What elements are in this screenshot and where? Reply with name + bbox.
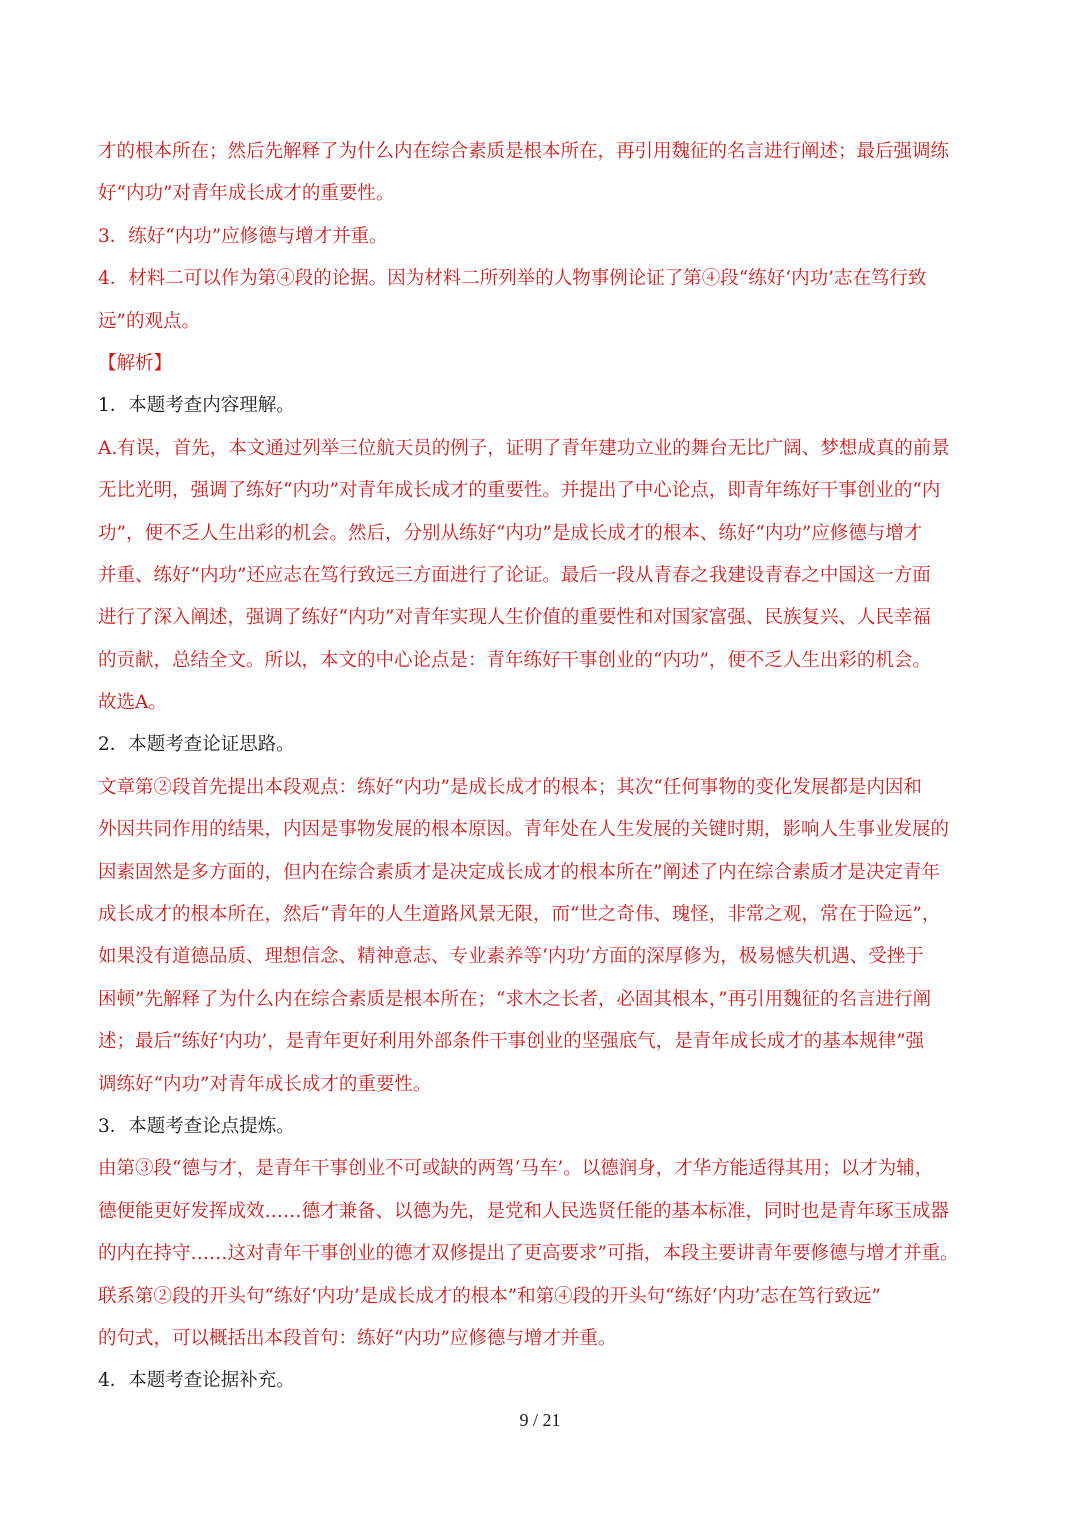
text-line: 成长成才的根本所在，然后“青年的人生道路风景无限，而“世之奇伟、瑰怪，非常之观，常在于险远”， xyxy=(98,904,941,926)
text-line: 文章第②段首先提出本段观点：练好“内功”是成长成才的根本；其次“任何事物的变化发展都是内因和 xyxy=(98,776,922,798)
page-number: 9 / 21 xyxy=(519,1410,561,1430)
text-line: 【解析】 xyxy=(98,352,173,374)
text-line: 1．本题考查内容理解。 xyxy=(98,395,295,417)
text-line: 述；最后“练好‘内功’，是青年更好利用外部条件干事创业的坚强底气，是青年成长成才的基本规律”强 xyxy=(98,1031,925,1053)
text-line: 4．本题考查论据补充。 xyxy=(98,1370,295,1392)
text-line: 3．本题考查论点提炼。 xyxy=(98,1115,295,1137)
text-line: 远”的观点。 xyxy=(98,310,200,332)
document-body xyxy=(98,131,984,1403)
text-line: 2．本题考查论证思路。 xyxy=(98,734,295,756)
text-line: 因素固然是多方面的，但内在综合素质才是决定成长成才的根本所在”阐述了内在综合素质才是决定青年 xyxy=(98,861,940,883)
text-line: 好“内功”对青年成长成才的重要性。 xyxy=(98,183,395,205)
text-line: 功”，便不乏人生出彩的机会。然后，分别从练好“内功”是成长成才的根本、练好“内功”应修德与增才 xyxy=(98,522,923,544)
text-line: 如果没有道德品质、理想信念、精神意志、专业素养等‘内功’方面的深厚修为，极易憾失机遇、受挫于 xyxy=(98,946,924,968)
text-line: 的内在持守……这对青年干事创业的德才双修提出了更高要求”可指，本段主要讲青年要修德与增才并重。 xyxy=(98,1243,959,1265)
text-line: A.有误，首先，本文通过列举三位航天员的例子，证明了青年建功立业的舞台无比广阔、梦想成真的前景 xyxy=(98,437,950,459)
text-line: 的贡献，总结全文。所以，本文的中心论点是：青年练好干事创业的“内功”，便不乏人生出彩的机会。 xyxy=(98,649,931,671)
text-line: 德便能更好发挥成效……德才兼备、以德为先，是党和人民选贤任能的基本标准，同时也是青年琢玉成器 xyxy=(98,1200,950,1222)
text-line: 并重、练好“内功”还应志在笃行致远三方面进行了论证。最后一段从青春之我建设青春之中国这一方面 xyxy=(98,564,931,586)
text-line: 4．材料二可以作为第④段的论据。因为材料二所列举的人物事例论证了第④段“练好‘内功’志在笃行致 xyxy=(98,268,927,290)
text-line: 联系第②段的开头句“练好‘内功’是成长成才的根本”和第④段的开头句“练好‘内功’志在笃行致远” xyxy=(98,1285,881,1307)
text-line: 故选A。 xyxy=(98,692,167,714)
text-line: 3．练好“内功”应修德与增才并重。 xyxy=(98,225,388,247)
text-line: 进行了深入阐述，强调了练好“内功”对青年实现人生价值的重要性和对国家富强、民族复兴、人民幸福 xyxy=(98,607,931,629)
text-line: 才的根本所在；然后先解释了为什么内在综合素质是根本所在，再引用魏征的名言进行阐述；最后强调练 xyxy=(98,141,950,162)
text-line: 调练好“内功”对青年成长成才的重要性。 xyxy=(98,1073,432,1095)
text-line: 由第③段“德与才，是青年干事创业不可或缺的两驾‘马车’。以德润身，才华方能适得其用；以才为辅， xyxy=(98,1158,934,1180)
text-line: 的句式，可以概括出本段首句：练好“内功”应修德与增才并重。 xyxy=(98,1327,617,1349)
text-line: 困顿”先解释了为什么内在综合素质是根本所在；“求木之长者，必固其根本，”再引用魏征的名言进行阐 xyxy=(98,988,932,1010)
text-line: 无比光明，强调了练好“内功”对青年成长成才的重要性。并提出了中心论点，即青年练好干事创业的“内 xyxy=(98,480,941,502)
text-line: 外因共同作用的结果，内因是事物发展的根本原因。青年处在人生发展的关键时期，影响人生事业发展的 xyxy=(98,819,950,841)
